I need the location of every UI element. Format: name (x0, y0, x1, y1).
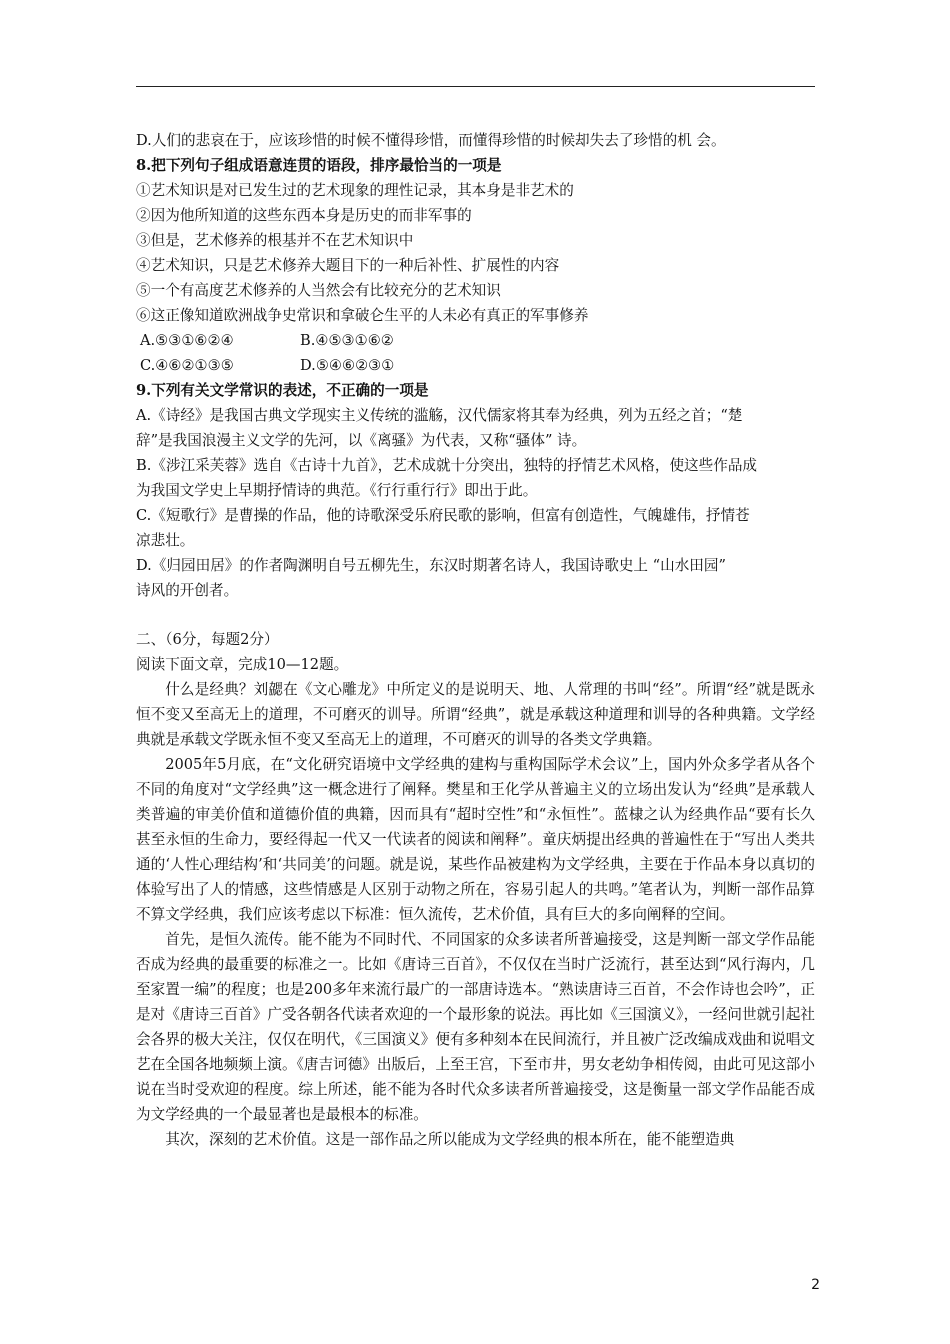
q8-sentence-1: ①艺术知识是对已发生过的艺术现象的理性记录，其本身是非艺术的 (136, 182, 574, 199)
q8-sentence-6: ⑥这正像知道欧洲战争史常识和拿破仑生平的人未必有真正的军事修养 (136, 307, 589, 324)
q9-option-a-line-2: 辞”是我国浪漫主义文学的先河，以《离骚》为代表，又称“骚体” 诗。 (136, 432, 587, 449)
article-paragraph-2: 2005年5月底，在“文化研究语境中文学经典的建构与重构国际学术会议”上，国内外众多学者从各个不同的角度对“文学经典”这一概念进行了阐释。樊星和王化学从普遍主义的立场出发认为“经典”是承载人类普遍的审美价值和道德价值的典籍，因而具有“超时空性”和“永恒性”。蓝棣之认为经典作品“要有长久甚至永恒的生命力，要经得起一代又一代读者的阅读和阐释”。童庆炳提出经典的普遍性在于“写出人类共通的‘人性心理结构’和‘共同美’的问题。就是说，某些作品被建构为文学经典，主要在于作品本身以真切的体验写出了人的情感，这些情感是人区别于动物之所在，容易引起人的共鸣。”笔者认为，判断一部作品算不算文学经典，我们应该考虑以下标准：恒久流传，艺术价值，具有巨大的多向阐释的空间。 (136, 756, 815, 923)
page-number: 2 (811, 1277, 820, 1293)
q8-sentence-3: ③但是，艺术修养的根基并不在艺术知识中 (136, 232, 414, 249)
section-2-instruction: 阅读下面文章，完成10—12题。 (136, 656, 349, 673)
q8-option-c: C.④⑥②①③⑤ (140, 357, 234, 374)
q8-sentence-4: ④艺术知识，只是艺术修养大题目下的一种后补性、扩展性的内容 (136, 257, 560, 274)
q8-option-a: A.⑤③①⑥②④ (140, 332, 234, 349)
q9-option-d-line-1: D.《归园田居》的作者陶渊明自号五柳先生，东汉时期著名诗人，我国诗歌史上 “山水田园” (136, 557, 726, 574)
q8-options-row-1 (136, 328, 815, 353)
page-content (136, 128, 815, 1152)
q8-sentence-5: ⑤一个有高度艺术修养的人当然会有比较充分的艺术知识 (136, 282, 501, 299)
q9-option-a-line-1: A.《诗经》是我国古典文学现实主义传统的滥觞，汉代儒家将其奉为经典，列为五经之首；“楚 (136, 407, 743, 424)
q9-title: 9.下列有关文学常识的表述，不正确的一项是 (136, 382, 429, 399)
q9-option-b-line-2: 为我国文学史上早期抒情诗的典范。《行行重行行》即出于此。 (136, 482, 538, 499)
q7-option-d: D.人们的悲哀在于，应该珍惜的时候不懂得珍惜，而懂得珍惜的时候却失去了珍惜的机 会。 (136, 132, 726, 149)
q8-option-d: D.⑤④⑥②③① (300, 357, 395, 374)
q9-option-c-line-2: 凉悲壮。 (136, 532, 195, 549)
section-spacer (136, 603, 815, 627)
article-paragraph-3: 首先，是恒久流传。能不能为不同时代、不同国家的众多读者所普遍接受，这是判断一部文学作品能否成为经典的最重要的标准之一。比如《唐诗三百首》，不仅仅在当时广泛流行，甚至达到“风行海内，几至家置一编”的程度；也是200多年来流行最广的一部唐诗选本。“熟读唐诗三百首，不会作诗也会吟”，正是对《唐诗三百首》广受各朝各代读者欢迎的一个最形象的说法。再比如《三国演义》，一经问世就引起社会各界的极大关注，仅仅在明代，《三国演义》便有多种刻本在民间流行，并且被广泛改编成戏曲和说唱文艺在全国各地频频上演。《唐吉诃德》出版后，上至王宫，下至市井，男女老幼争相传阅，由此可见这部小说在当时受欢迎的程度。综上所述，能不能为各时代众多读者所普遍接受，这是衡量一部文学作品能否成为文学经典的一个最显著也是最根本的标准。 (136, 931, 815, 1123)
q8-options-row-2 (136, 353, 815, 378)
q9-option-c-line-1: C.《短歌行》是曹操的作品，他的诗歌深受乐府民歌的影响，但富有创造性，气魄雄伟，抒情苍 (136, 507, 750, 524)
q8-option-b: B.④⑤③①⑥② (300, 332, 394, 349)
q9-option-d-line-2: 诗风的开创者。 (136, 582, 239, 599)
header-rule (136, 86, 815, 87)
article-paragraph-1: 什么是经典？刘勰在《文心雕龙》中所定义的是说明天、地、人常理的书叫“经”。所谓“经”就是既永恒不变又至高无上的道理，不可磨灭的训导。所谓“经典”，就是承载这种道理和训导的各种典籍。文学经典就是承载文学既永恒不变又至高无上的道理，不可磨灭的训导的各类文学典籍。 (136, 681, 815, 748)
section-2-heading: 二、（6分，每题2分） (136, 631, 279, 648)
q9-option-b-line-1: B.《涉江采芙蓉》选自《古诗十九首》，艺术成就十分突出，独特的抒情艺术风格，使这些作品成 (136, 457, 758, 474)
q8-sentence-2: ②因为他所知道的这些东西本身是历史的而非军事的 (136, 207, 472, 224)
article-paragraph-4: 其次，深刻的艺术价值。这是一部作品之所以能成为文学经典的根本所在，能不能塑造典 (165, 1131, 735, 1148)
q8-title: 8.把下列句子组成语意连贯的语段，排序最恰当的一项是 (136, 157, 502, 174)
